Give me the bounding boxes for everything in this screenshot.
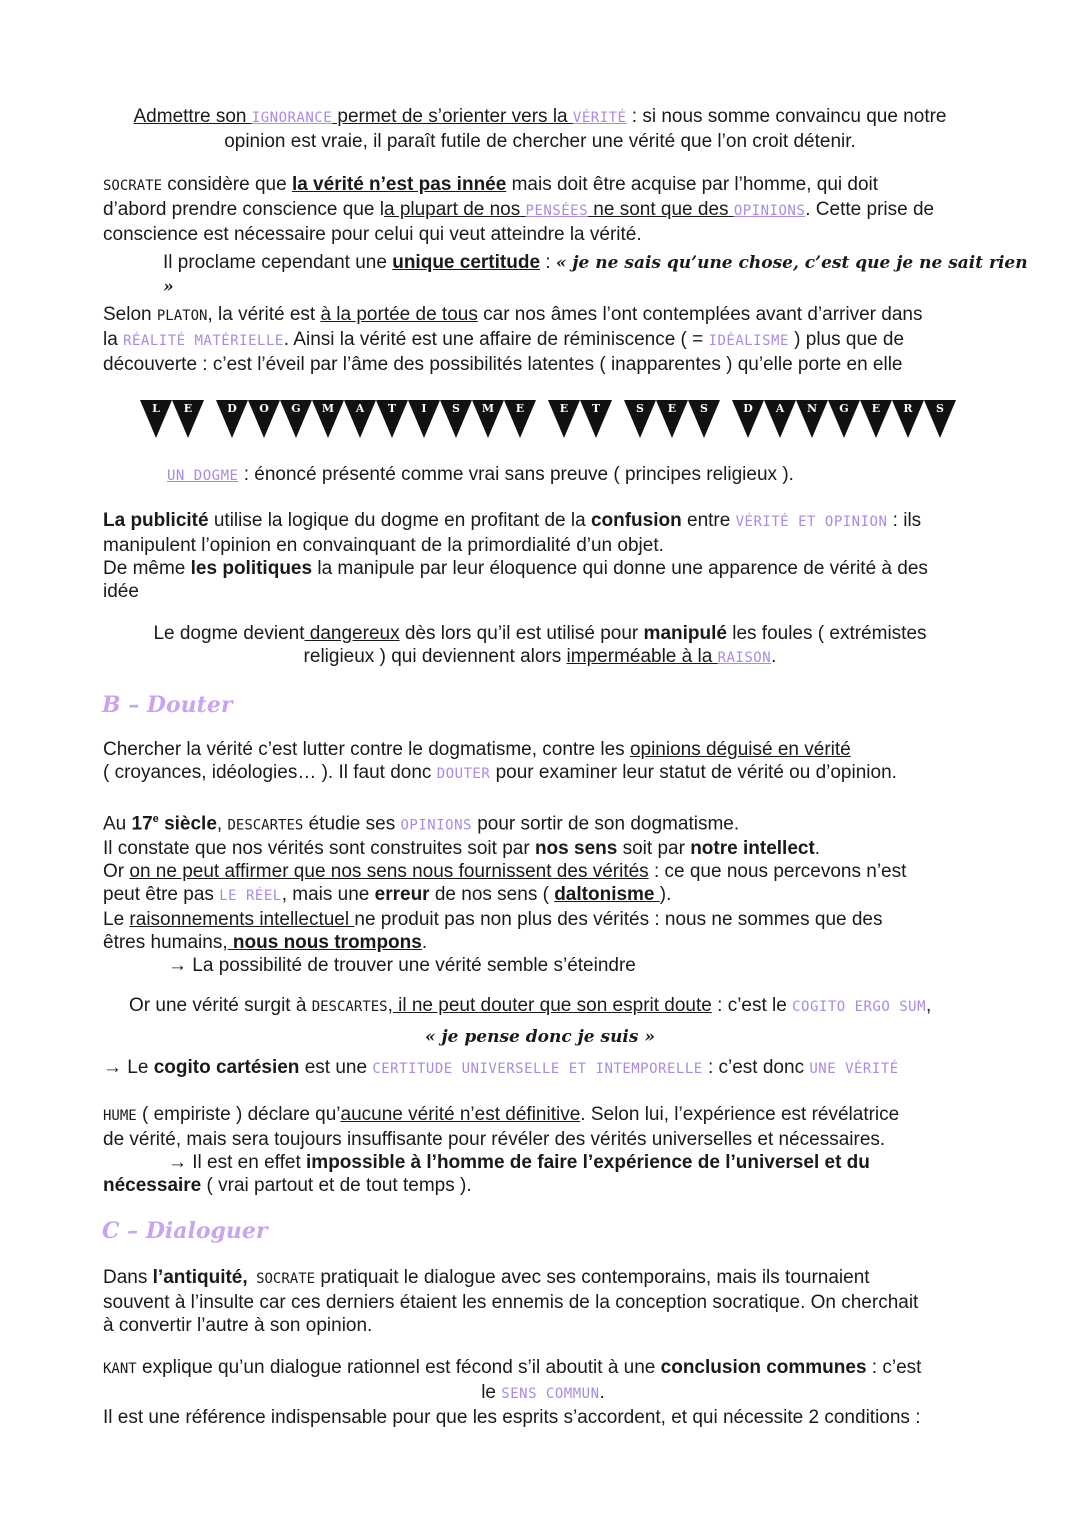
dogme-definition: UN DOGME : énoncé présenté comme vrai sans preuve ( principes religieux ).	[167, 464, 794, 485]
banner-flag	[548, 400, 580, 438]
banner-flag	[624, 400, 656, 438]
descartes-paragraph: Au 17e siècle, DESCARTES étudie ses OPINIONS pour sortir de son dogmatisme. Il constate que nos vérités sont construites soit par nos sens soit par notre intellect. Or on ne peut affirmer que nos sens nous fournissent des vérités : ce que nous percevons n’est peut être pas LE RÉEL, mais une erreur de nos sens ( daltonisme ). Le raisonnements intellectuel ne produit pas non plus des vérités : nous ne sommes que des êtres humains, nous nous trompons. → La possibilité de trouver une vérité semble s’éteindre	[103, 813, 907, 977]
banner-flag	[172, 400, 204, 438]
cogito-paragraph: Or une vérité surgit à DESCARTES, il ne peut douter que son esprit doute : c’est le COGITO ERGO SUM,	[129, 995, 932, 1016]
socrate-certitude: Il proclame cependant une unique certitude : « je ne sais qu’une chose, c’est que je ne sait rien »	[163, 252, 1028, 297]
banner-letter: T	[387, 402, 397, 415]
banner-flag	[828, 400, 860, 438]
banner-letter: O	[259, 402, 269, 415]
banner-letter: T	[591, 402, 601, 415]
banner-flag	[688, 400, 720, 438]
platon-paragraph: Selon PLATON, la vérité est à la portée de tous car nos âmes l’ont contemplées avant d’arriver dans la RÉALITÉ MATÉRIELLE. Ainsi la vérité est une affaire de réminiscence ( = IDÉALISME ) plus que de découverte : c’est l’éveil par l’âme des possibilités latentes ( inapparentes ) qu’elle porte en elle	[103, 304, 923, 375]
section-b-heading: B – Douter	[102, 692, 233, 718]
banner-flag	[376, 400, 408, 438]
banner-letter: E	[871, 402, 881, 415]
hume-paragraph: HUME ( empiriste ) déclare qu’aucune vérité n’est définitive. Selon lui, l’expérience est révélatrice de vérité, mais sera toujours insuffisante pour révéler des vérités universelles et nécessaires. → Il est en effet impossible à l’homme de faire l’expérience de l’universel et du nécessaire ( vrai partout et de tout temps ).	[103, 1104, 900, 1196]
banner-letter: D	[227, 402, 237, 415]
banner-flag	[248, 400, 280, 438]
banner-letter: S	[636, 402, 644, 415]
banner-flag	[796, 400, 828, 438]
banner-flag	[472, 400, 504, 438]
banner-letter: M	[321, 402, 335, 415]
publicite-paragraph: La publicité utilise la logique du dogme en profitant de la confusion entre VÉRITÉ ET OPINION : ils manipulent l’opinion en convainquant de la primordialité d’un objet. De même les politiques la manipule par leur éloquence qui donne une apparence de vérité à des idée	[103, 510, 928, 602]
banner-flag	[440, 400, 472, 438]
banner-flag	[892, 400, 924, 438]
banner-letter: N	[806, 402, 818, 415]
banner-flag	[408, 400, 440, 438]
banner-letter: E	[515, 402, 525, 415]
banner-letter: E	[559, 402, 569, 415]
banner-flag	[860, 400, 892, 438]
kant-paragraph: KANT explique qu’un dialogue rationnel est fécond s’il aboutit à une conclusion communes : c’est le SENS COMMUN. Il est une référence indispensable pour que les esprits s’accordent, et qui nécessite 2 conditions :	[103, 1357, 922, 1428]
banner-flag	[924, 400, 956, 438]
banner-letter: S	[700, 402, 708, 415]
banner-flag	[280, 400, 312, 438]
banner-flag	[656, 400, 688, 438]
intro-paragraph: Admettre son IGNORANCE permet de s’orienter vers la VÉRITÉ : si nous somme convaincu que notre opinion est vraie, il paraît futile de chercher une vérité que l’on croit détenir.	[133, 106, 947, 152]
banner-letter: A	[775, 402, 785, 415]
banner-letter: L	[152, 402, 160, 415]
socrate-paragraph: SOCRATE considère que la vérité n’est pas innée mais doit être acquise par l’homme, qui doit d’abord prendre conscience que la plupart de nos PENSÉES ne sont que des OPINIONS. Cette prise de conscience est nécessaire pour celui qui veut atteindre la vérité.	[103, 174, 935, 245]
banner-flag	[764, 400, 796, 438]
banner-flag	[580, 400, 612, 438]
banner-flag	[344, 400, 376, 438]
banner-flag	[504, 400, 536, 438]
banner-letter: G	[291, 402, 301, 415]
banner-letter: A	[355, 402, 365, 415]
cogito-quote: « je pense donc je suis »	[424, 1027, 656, 1047]
banner-letter: S	[452, 402, 460, 415]
banner-letter: E	[667, 402, 677, 415]
banner-flag	[216, 400, 248, 438]
antiquite-paragraph: Dans l’antiquité, SOCRATE pratiquait le dialogue avec ses contemporains, mais ils tournaient souvent à l’insulte car ces derniers étaient les ennemis de la conception socratique. On cherchait à convertir l’autre à son opinion.	[103, 1267, 919, 1336]
banner-flag	[312, 400, 344, 438]
banner-letter: S	[936, 402, 944, 415]
cogito-conclusion: → Le cogito cartésien est une CERTITUDE UNIVERSELLE ET INTEMPORELLE : c’est donc UNE VÉRITÉ	[103, 1057, 899, 1078]
banner-letter: E	[183, 402, 193, 415]
banner-letter: I	[421, 402, 427, 415]
dogmatisme-banner	[140, 400, 950, 440]
banner-letter: D	[743, 402, 753, 415]
douter-paragraph: Chercher la vérité c’est lutter contre le dogmatisme, contre les opinions déguisé en vérité ( croyances, idéologies… ). Il faut donc DOUTER pour examiner leur statut de vérité ou d’opinion.	[103, 739, 897, 783]
banner-letter: R	[903, 402, 913, 415]
banner-letter: G	[839, 402, 849, 415]
dogme-danger: Le dogme devient dangereux dès lors qu’il est utilisé pour manipulé les foules ( extrémistes religieux ) qui deviennent alors imperméable à la RAISON.	[153, 623, 927, 667]
section-c-heading: C – Dialoguer	[102, 1218, 268, 1244]
banner-flag	[732, 400, 764, 438]
banner-letter: M	[481, 402, 495, 415]
banner-flag	[140, 400, 172, 438]
